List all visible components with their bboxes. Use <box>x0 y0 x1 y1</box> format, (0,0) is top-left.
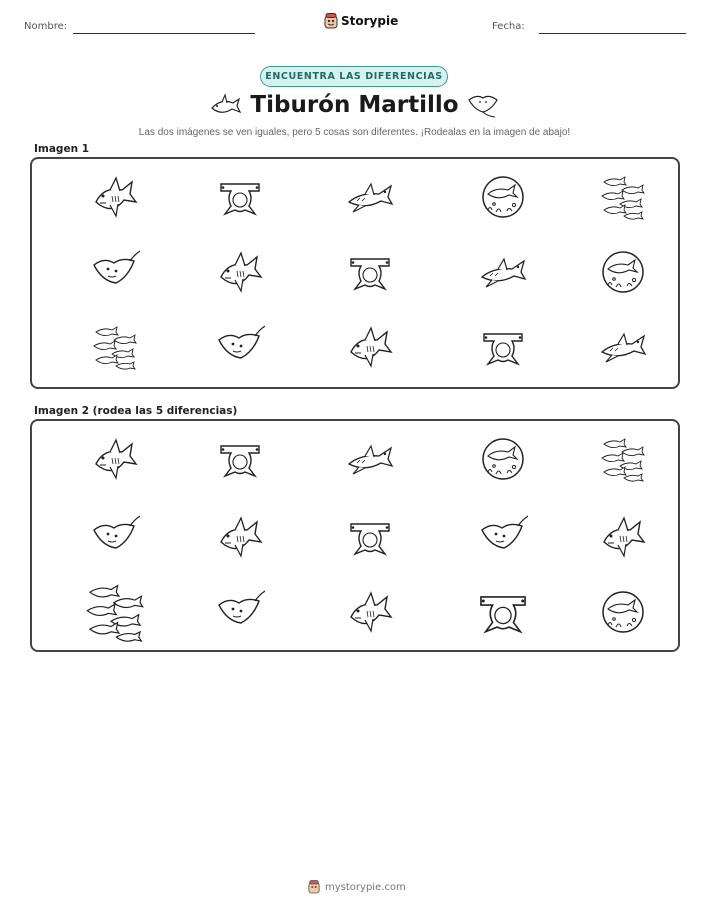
image1-cell <box>90 172 140 226</box>
image2-panel[interactable] <box>30 419 680 652</box>
image2-cell[interactable] <box>345 512 395 566</box>
image1-cell <box>345 172 395 226</box>
stingray-icon <box>215 322 265 372</box>
hammerhead-icon <box>345 512 395 562</box>
shark-icon <box>598 512 648 562</box>
image1-cell <box>478 172 528 226</box>
fish-bowl-icon <box>478 434 528 484</box>
hammerhead-icon <box>474 583 532 641</box>
shark-icon <box>90 172 140 222</box>
stingray-icon <box>478 512 528 562</box>
shark-school-icon <box>598 172 648 222</box>
image2-cell[interactable] <box>478 434 528 488</box>
stingray-icon <box>90 247 140 297</box>
image2-cell[interactable] <box>90 512 140 566</box>
fish-bowl-icon <box>598 247 648 297</box>
image2-cell[interactable] <box>598 434 648 488</box>
page-title: Tiburón Martillo <box>250 92 459 118</box>
image2-cell[interactable] <box>598 587 648 641</box>
storypie-mascot-icon <box>308 880 320 894</box>
section1-label: Imagen 1 <box>34 143 90 155</box>
image2-cell[interactable] <box>474 583 532 645</box>
shark-school-icon <box>82 579 148 645</box>
image2-cell[interactable] <box>82 579 148 649</box>
fish-bowl-icon <box>478 172 528 222</box>
brand-logo <box>324 13 398 29</box>
image1-cell <box>90 322 140 376</box>
image2-cell[interactable] <box>215 434 265 488</box>
instructions: Las dos imágenes se ven iguales, pero 5 cosas son diferentes. ¡Rodealas en la imagen de abajo! <box>138 127 571 138</box>
image2-cell[interactable] <box>345 434 395 488</box>
image2-cell[interactable] <box>598 512 648 566</box>
name-label: Nombre: <box>24 21 68 32</box>
image1-cell <box>345 322 395 376</box>
shark-icon <box>215 247 265 297</box>
fish-bowl-icon <box>598 587 648 637</box>
image2-cell[interactable] <box>345 587 395 641</box>
image2-cell[interactable] <box>478 512 528 566</box>
shark-icon <box>215 512 265 562</box>
date-line[interactable] <box>539 33 686 34</box>
image1-cell <box>215 172 265 226</box>
image2-cell[interactable] <box>90 434 140 488</box>
footer <box>308 880 406 894</box>
hammerhead-icon <box>478 322 528 372</box>
image2-cell[interactable] <box>215 587 265 641</box>
image1-cell <box>478 322 528 376</box>
hammerhead-icon <box>215 434 265 484</box>
image1-cell <box>215 322 265 376</box>
date-label: Fecha: <box>492 21 525 32</box>
brand-name: Storypie <box>341 14 399 28</box>
image1-cell <box>90 247 140 301</box>
shark-icon <box>345 587 395 637</box>
stingray-icon <box>215 587 265 637</box>
image1-cell <box>598 247 648 301</box>
shark-icon <box>90 434 140 484</box>
hammerhead-icon <box>215 172 265 222</box>
image1-panel <box>30 157 680 389</box>
footer-url: mystorypie.com <box>325 881 406 893</box>
activity-badge: ENCUENTRA LAS DIFERENCIAS <box>260 66 448 87</box>
image1-cell <box>598 172 648 226</box>
image1-cell <box>215 247 265 301</box>
stingray-decoration-icon <box>467 90 499 120</box>
shark-swimming-icon <box>345 434 395 484</box>
shark-icon <box>345 322 395 372</box>
hammerhead-icon <box>345 247 395 297</box>
stingray-icon <box>90 512 140 562</box>
image1-cell <box>345 247 395 301</box>
shark-school-icon <box>90 322 140 372</box>
shark-swimming-icon <box>478 247 528 297</box>
section2-label: Imagen 2 (rodea las 5 diferencias) <box>34 405 238 417</box>
name-line[interactable] <box>73 33 255 34</box>
shark-swimming-icon <box>598 322 648 372</box>
storypie-mascot-icon <box>324 13 338 29</box>
image1-cell <box>478 247 528 301</box>
image2-cell[interactable] <box>215 512 265 566</box>
shark-swimming-icon <box>345 172 395 222</box>
shark-school-icon <box>598 434 648 484</box>
image1-cell <box>598 322 648 376</box>
